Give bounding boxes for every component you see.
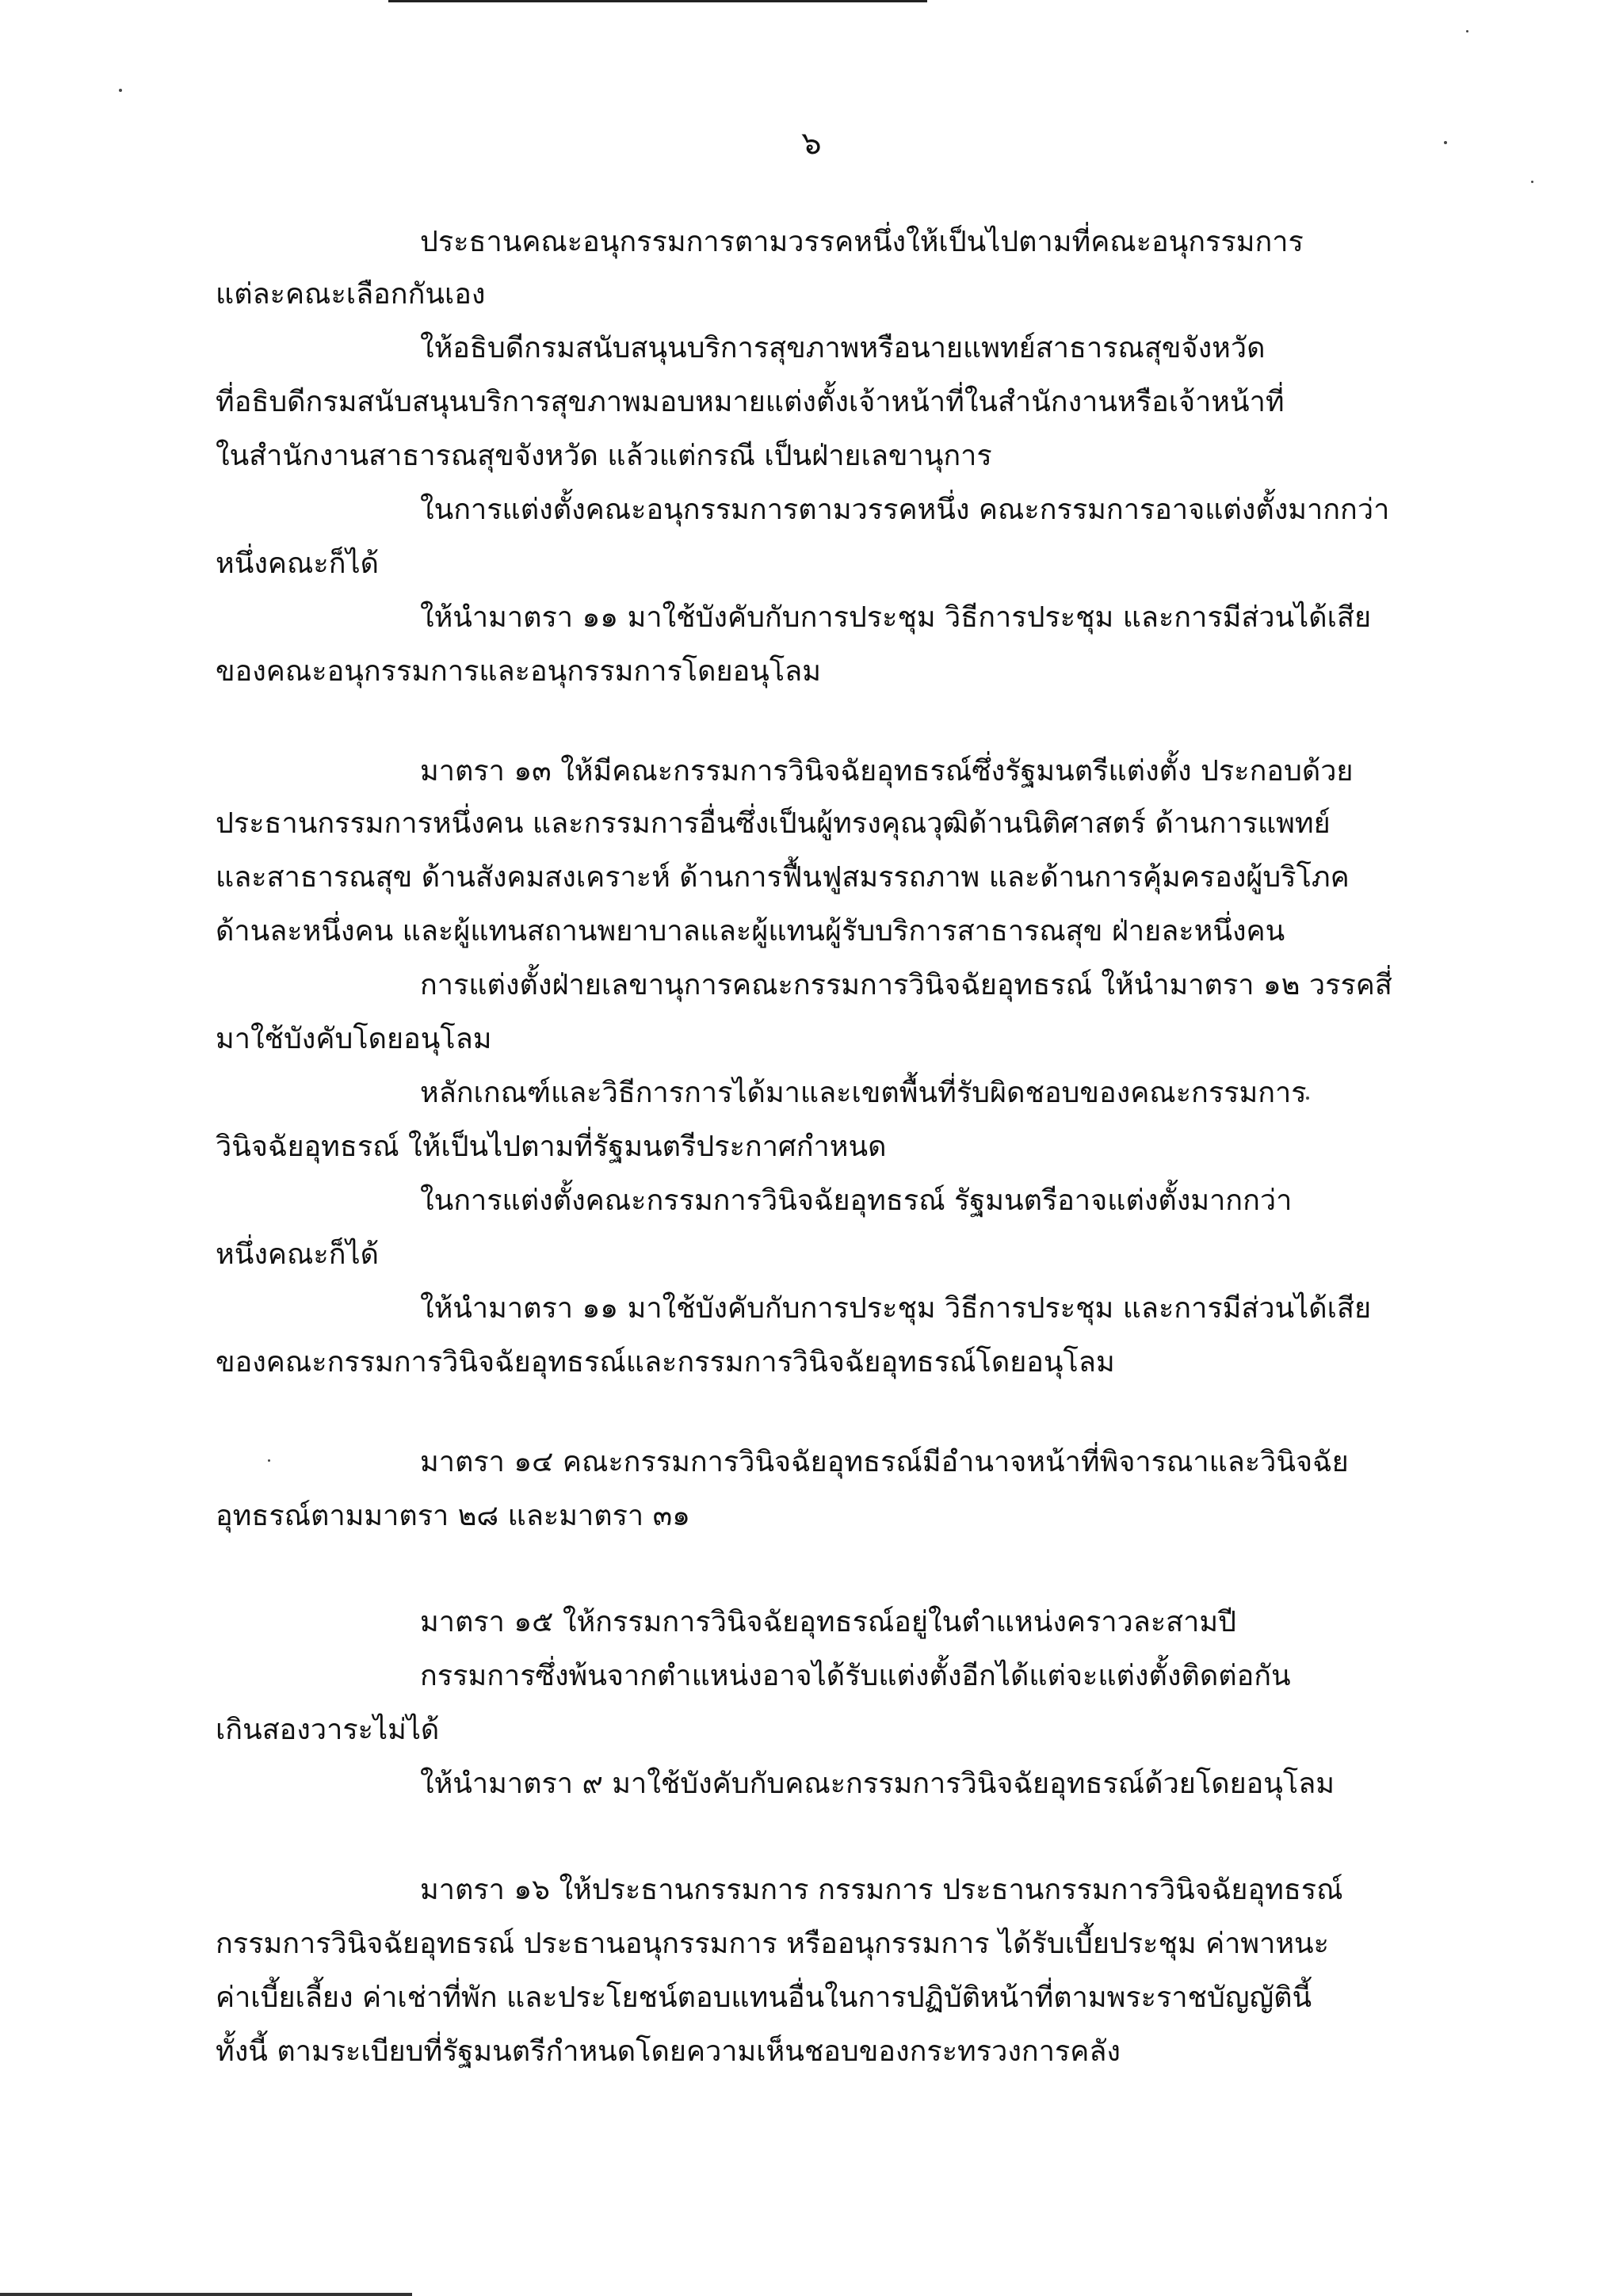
text-line: ที่อธิบดีกรมสนับสนุนบริการสุขภาพมอบหมายแต่งตั้งเจ้าหน้าที่ในสำนักงานหรือเจ้าหน้าที่	[216, 386, 1285, 418]
text-line: ให้นำมาตรา ๑๑ มาใช้บังคับกับการประชุม วิธีการประชุม และการมีส่วนได้เสีย	[420, 1292, 1372, 1325]
text-line: หนึ่งคณะก็ได้	[216, 547, 380, 580]
text-line: กรรมการวินิจฉัยอุทธรณ์ ประธานอนุกรรมการ หรืออนุกรรมการ ได้รับเบี้ยประชุม ค่าพาหนะ	[216, 1928, 1330, 1960]
section-15-line: มาตรา ๑๕ ให้กรรมการวินิจฉัยอุทธรณ์อยู่ในตำแหน่งคราวละสามปี	[420, 1606, 1236, 1638]
text-line: ของคณะอนุกรรมการและอนุกรรมการโดยอนุโลม	[216, 655, 821, 688]
scan-speck	[268, 1459, 270, 1462]
text-line: ให้นำมาตรา ๑๑ มาใช้บังคับกับการประชุม วิธีการประชุม และการมีส่วนได้เสีย	[420, 601, 1372, 634]
scan-speck	[1531, 181, 1533, 183]
text-line: แต่ละคณะเลือกกันเอง	[216, 278, 486, 311]
text-line: หนึ่งคณะก็ได้	[216, 1238, 380, 1271]
text-line: ด้านละหนึ่งคน และผู้แทนสถานพยาบาลและผู้แทนผู้รับบริการสาธารณสุข ฝ่ายละหนึ่งคน	[216, 915, 1285, 948]
top-edge-rule	[388, 0, 927, 2]
text-line: เกินสองวาระไม่ได้	[216, 1714, 440, 1746]
text-line: หลักเกณฑ์และวิธีการการได้มาและเขตพื้นที่รับผิดชอบของคณะกรรมการ	[420, 1077, 1307, 1109]
text-line: และสาธารณสุข ด้านสังคมสงเคราะห์ ด้านการฟื้นฟูสมรรถภาพ และด้านการคุ้มครองผู้บริโภค	[216, 861, 1350, 894]
text-line: ในสำนักงานสาธารณสุขจังหวัด แล้วแต่กรณี เป็นฝ่ายเลขานุการ	[216, 440, 992, 472]
text-line: ประธานคณะอนุกรรมการตามวรรคหนึ่งให้เป็นไปตามที่คณะอนุกรรมการ	[420, 226, 1304, 258]
text-line: ในการแต่งตั้งคณะอนุกรรมการตามวรรคหนึ่ง คณะกรรมการอาจแต่งตั้งมากกว่า	[420, 494, 1390, 526]
text-line: กรรมการซึ่งพ้นจากตำแหน่งอาจได้รับแต่งตั้งอีกได้แต่จะแต่งตั้งติดต่อกัน	[420, 1660, 1291, 1692]
text-line: ทั้งนี้ ตามระเบียบที่รัฐมนตรีกำหนดโดยความเห็นชอบของกระทรวงการคลัง	[216, 2035, 1121, 2068]
text-line: มาใช้บังคับโดยอนุโลม	[216, 1023, 492, 1055]
scan-speck	[1466, 30, 1468, 32]
text-line: ให้อธิบดีกรมสนับสนุนบริการสุขภาพหรือนายแพทย์สาธารณสุขจังหวัด	[420, 332, 1266, 364]
bottom-edge-rule	[0, 2293, 412, 2296]
text-line: ประธานกรรมการหนึ่งคน และกรรมการอื่นซึ่งเป็นผู้ทรงคุณวุฒิด้านนิติศาสตร์ ด้านการแพทย์	[216, 807, 1331, 840]
section-13-line: มาตรา ๑๓ ให้มีคณะกรรมการวินิจฉัยอุทธรณ์ซึ่งรัฐมนตรีแต่งตั้ง ประกอบด้วย	[420, 755, 1354, 788]
text-line: ในการแต่งตั้งคณะกรรมการวินิจฉัยอุทธรณ์ รัฐมนตรีอาจแต่งตั้งมากกว่า	[420, 1184, 1293, 1217]
page-number: ๖	[801, 125, 822, 162]
text-line: ให้นำมาตรา ๙ มาใช้บังคับกับคณะกรรมการวินิจฉัยอุทธรณ์ด้วยโดยอนุโลม	[420, 1768, 1335, 1800]
text-line: ของคณะกรรมการวินิจฉัยอุทธรณ์และกรรมการวินิจฉัยอุทธรณ์โดยอนุโลม	[216, 1346, 1115, 1379]
text-line: อุทธรณ์ตามมาตรา ๒๘ และมาตรา ๓๑	[216, 1500, 691, 1532]
scan-speck	[119, 89, 122, 92]
text-line: ค่าเบี้ยเลี้ยง ค่าเช่าที่พัก และประโยชน์ตอบแทนอื่นในการปฏิบัติหน้าที่ตามพระราชบัญญัตินี้	[216, 1981, 1312, 2014]
text-line: การแต่งตั้งฝ่ายเลขานุการคณะกรรมการวินิจฉัยอุทธรณ์ ให้นำมาตรา ๑๒ วรรคสี่	[420, 969, 1392, 1001]
section-16-line: มาตรา ๑๖ ให้ประธานกรรมการ กรรมการ ประธานกรรมการวินิจฉัยอุทธรณ์	[420, 1874, 1343, 1906]
section-14-line: มาตรา ๑๔ คณะกรรมการวินิจฉัยอุทธรณ์มีอำนาจหน้าที่พิจารณาและวินิจฉัย	[420, 1446, 1349, 1478]
text-line: วินิจฉัยอุทธรณ์ ให้เป็นไปตามที่รัฐมนตรีประกาศกำหนด	[216, 1131, 887, 1163]
